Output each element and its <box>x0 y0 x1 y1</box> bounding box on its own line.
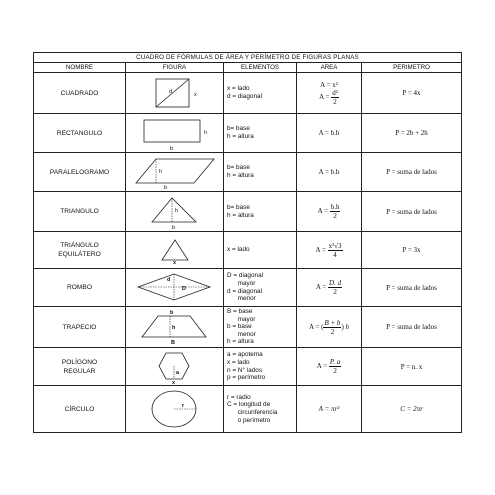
row-name: POLÍGONO REGULAR <box>34 348 126 386</box>
row-name: CÍRCULO <box>34 386 126 433</box>
label-h: h <box>159 169 163 175</box>
table-row <box>34 232 462 269</box>
header-figura: FIGURA <box>126 63 224 73</box>
figure-rhombus <box>126 269 224 307</box>
table-row <box>34 114 462 153</box>
row-area: A = $\frac{b.h}{2}$ <box>297 192 362 232</box>
row-area: A = $\frac{\text{x²√3}}{4}$ <box>297 232 362 269</box>
row-perimeter: P = 3x <box>362 232 462 269</box>
row-area: A = $\frac{P. a}{2}$ <box>297 348 362 386</box>
label-b: b <box>164 185 168 191</box>
row-elements: x = lado <box>224 232 297 269</box>
row-name: TRIÁNGULO EQUILÁTERO <box>34 232 126 269</box>
header-perimetro: PERIMETRO <box>362 63 462 73</box>
label-b: b <box>170 310 174 316</box>
label-d: d <box>169 89 173 95</box>
row-name: TRAPECIO <box>34 307 126 348</box>
figure-triangle <box>126 192 224 232</box>
row-area: A = x² A = $\frac{\text{d²}}{2}$ <box>297 73 362 114</box>
row-elements: b= base h = altura <box>224 153 297 192</box>
row-area: A = $\frac{D. d}{2}$ <box>297 269 362 307</box>
table-row <box>34 386 462 433</box>
label-a: a <box>176 370 180 376</box>
row-elements: a = apotema x = lado n = N° lados p = perímetro <box>224 348 297 386</box>
row-perimeter: P = 4x <box>362 73 462 114</box>
row-perimeter: P = suma de lados <box>362 269 462 307</box>
row-perimeter: P = n. x <box>362 348 462 386</box>
row-perimeter: C = 2πr <box>362 386 462 433</box>
label-h: h <box>204 130 208 136</box>
figure-square <box>126 73 224 114</box>
label-b: b <box>170 146 174 152</box>
label-b: b <box>172 225 176 231</box>
row-area: A = πr² <box>297 386 362 433</box>
row-area: A = b.h <box>297 114 362 153</box>
figure-equilateral-triangle <box>126 232 224 269</box>
row-name: PARALELOGRAMO <box>34 153 126 192</box>
header-nombre: NOMBRE <box>34 63 126 73</box>
table-row <box>34 192 462 232</box>
row-elements: D = diagonal mayor d = diagonal menor <box>224 269 297 307</box>
label-D: D <box>182 286 186 292</box>
row-perimeter: P = 2b + 2h <box>362 114 462 153</box>
header-elementos: ELEMENTOS <box>224 63 297 73</box>
table-row <box>34 269 462 307</box>
table-row <box>34 348 462 386</box>
row-name: CUADRADO <box>34 73 126 114</box>
row-elements: r = radio C = longitud de circunferencia o perímetro <box>224 386 297 433</box>
label-d: d <box>167 277 171 283</box>
row-elements: B = base mayor b = base menor h = altura <box>224 307 297 348</box>
row-perimeter: P = suma de lados <box>362 307 462 348</box>
label-r: r <box>182 403 185 409</box>
row-area: A = b.h <box>297 153 362 192</box>
row-elements: x = lado d = diagonal <box>224 73 297 114</box>
label-h: h <box>172 325 176 331</box>
figure-rectangle <box>126 114 224 153</box>
row-name: RECTANGULO <box>34 114 126 153</box>
header-area: AREA <box>297 63 362 73</box>
label-x: x <box>194 92 197 98</box>
label-x: x <box>172 380 176 385</box>
label-h: h <box>175 208 179 214</box>
table-row <box>34 153 462 192</box>
figure-trapezoid <box>126 307 224 348</box>
figure-regular-polygon <box>126 348 224 386</box>
figure-circle <box>126 386 224 433</box>
row-area: A = ( $\frac{B + b}{2}$ ) h <box>297 307 362 348</box>
figure-parallelogram <box>126 153 224 192</box>
label-x: x <box>173 260 177 266</box>
label-B: B <box>171 340 175 346</box>
row-elements: b= base h = altura <box>224 114 297 153</box>
table-row <box>34 307 462 348</box>
row-name: TRIANGULO <box>34 192 126 232</box>
row-name: ROMBO <box>34 269 126 307</box>
row-perimeter: P = suma de lados <box>362 192 462 232</box>
row-elements: b= base h = altura <box>224 192 297 232</box>
formulas-table <box>33 52 462 433</box>
table-title: CUADRO DE FÓRMULAS DE ÁREA Y PERÍMETRO DE FIGURAS PLANAS <box>34 53 462 63</box>
row-perimeter: P = suma de lados <box>362 153 462 192</box>
table-row <box>34 73 462 114</box>
